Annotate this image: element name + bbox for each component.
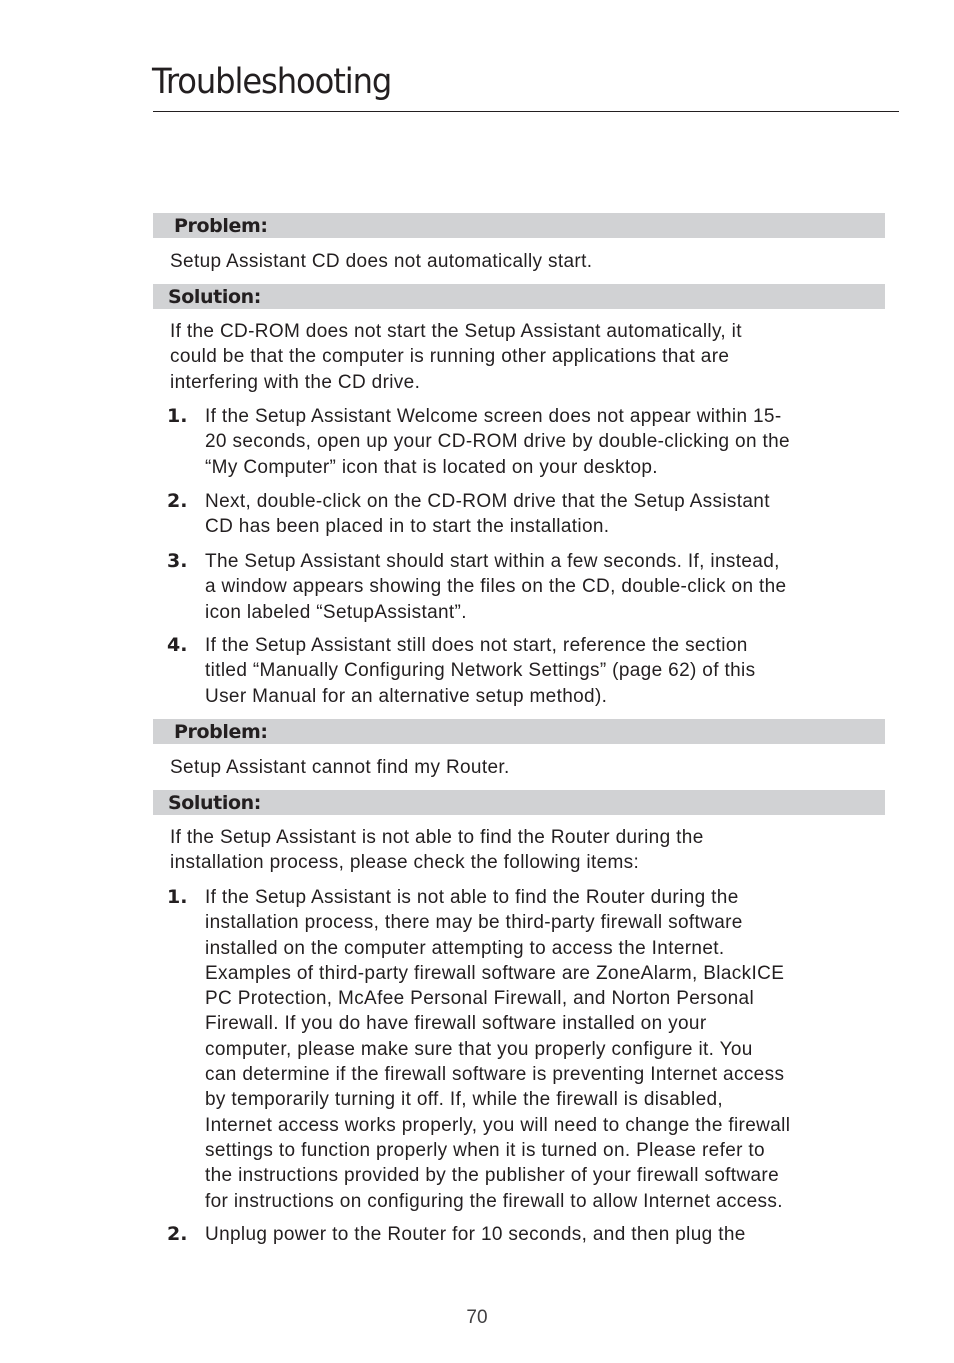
- step-number: 3.: [167, 550, 188, 572]
- step-text: If the Setup Assistant still does not start, reference the section titled “Manually Configuring Network Settings” (page 62) of this User Manual for an alternative setup method).: [205, 635, 756, 707]
- step-number: 2.: [167, 490, 188, 512]
- step-text: If the Setup Assistant is not able to find the Router during the installation process, there may be third-party firewall software installed on the computer attempting to access the Internet. Examples of third-party firewall software are ZoneAlarm, BlackICE PC Protection, McAfee Personal Firewall, and Norton Personal Firewall. If you do have firewall software installed on your computer, please make sure that you properly configure it. You can determine if the firewall software is preventing Internet access by temporarily turning it off. If, while the firewall is disabled, Internet access works properly, you will need to change the firewall settings to function properly when it is turned on. Please refer to the instructions provided by the publisher of your firewall software for instructions on configuring the firewall to allow Internet access.: [205, 887, 791, 1212]
- solution-header-2: [153, 790, 885, 815]
- problem-label: Problem:: [174, 215, 268, 237]
- step-text: Unplug power to the Router for 10 seconds, and then plug the: [205, 1224, 746, 1245]
- page-title: Troubleshooting: [152, 62, 392, 102]
- solution-intro-1: If the CD-ROM does not start the Setup Assistant automatically, it could be that the computer is running other applications that are interfering with the CD drive.: [170, 321, 742, 393]
- solution-label: Solution:: [168, 286, 261, 308]
- page-number: 70: [466, 1307, 488, 1328]
- solution-header-1: [153, 284, 885, 309]
- step-text: Next, double-click on the CD-ROM drive that the Setup Assistant CD has been placed in to start the installation.: [205, 491, 770, 538]
- step-text: If the Setup Assistant Welcome screen does not appear within 15- 20 seconds, open up your CD-ROM drive by double-clicking on the “My Computer” icon that is located on your desktop.: [205, 406, 790, 478]
- problem-label: Problem:: [174, 721, 268, 743]
- title-rule: [153, 111, 899, 112]
- problem-header-1: [153, 213, 885, 238]
- problem-text-1: Setup Assistant CD does not automatically start.: [170, 251, 593, 272]
- step-number: 1.: [167, 886, 188, 908]
- step-number: 4.: [167, 634, 188, 656]
- problem-text-2: Setup Assistant cannot find my Router.: [170, 757, 510, 778]
- step-number: 1.: [167, 405, 188, 427]
- problem-header-2: [153, 719, 885, 744]
- step-text: The Setup Assistant should start within a few seconds. If, instead, a window appears showing the files on the CD, double-click on the icon labeled “SetupAssistant”.: [205, 551, 787, 623]
- solution-label: Solution:: [168, 792, 261, 814]
- step-number: 2.: [167, 1223, 188, 1245]
- solution-intro-2: If the Setup Assistant is not able to find the Router during the installation process, please check the following items:: [170, 827, 704, 874]
